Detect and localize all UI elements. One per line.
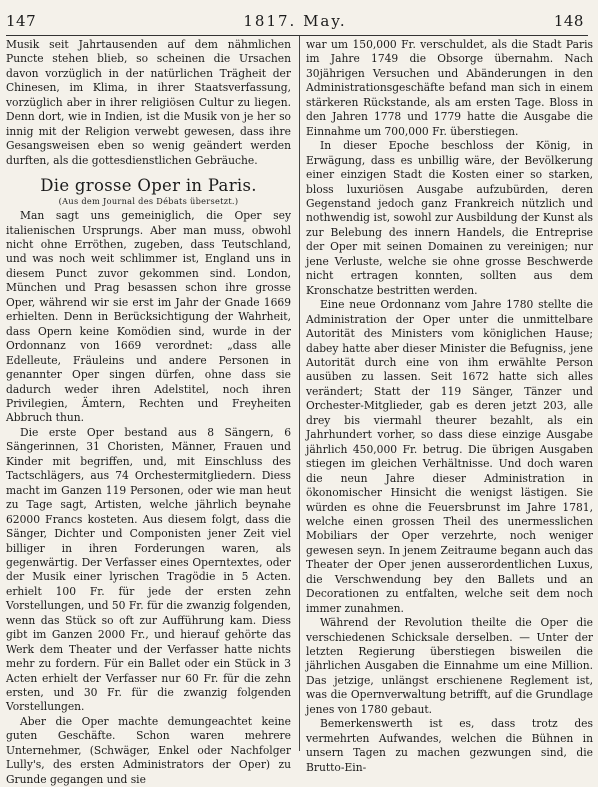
article-paragraph: In dieser Epoche beschloss der König, in Erwägung, dass es unbillig wäre, der Bevölkerung einer einzigen Stadt die Kosten einer so starken, bloss luxuriösen Ausgabe aufzubürden, deren Gegenstand jedoch ganz Frankreich nützlich und nothwendig ist, sowohl zur Ausbildung der Kunst als zur Belebung des innern Handels, die Entreprise der Oper mit seinen Domainen zu vereinigen; nur jene Verluste, welche sie ohne grosse Beschwerde nicht ertragen konnten, sollten aus dem Kronschatze bestritten werden.: [306, 139, 593, 297]
article-paragraph: war um 150,000 Fr. verschuldet, als die Stadt Paris im Jahre 1749 die Obsorge übernahm. Nach 30jährigen Versuchen und Abänderungen in den Administrationsgeschäfte befand man sich in einem stärkeren Rückstande, als am ersten Tage. Bloss in den Jahren 1778 und 1779 hatte die Ausgabe die Einnahme um 700,000 Fr. überstiegen.: [306, 38, 593, 138]
left-column: [6, 38, 291, 787]
article-title: Die grosse Oper in Paris.: [40, 176, 257, 196]
article-paragraph: Die erste Oper bestand aus 8 Sängern, 6 Sängerinnen, 31 Choristen, Männer, Frauen und Kinder mit begriffen, und, mit Einschluss des Tactschlägers, aus 74 Orchestermitgliedern. Diess macht im Ganzen 119 Personen, oder wie man heut zu Tage sagt, Artisten, welche jährlich beynahe 62000 Francs kosteten. Aus diesem folgt, dass die Sänger, Dichter und Componisten jener Zeit viel billiger in ihren Forderungen waren, als gegenwärtig. Der Verfasser eines Operntextes, oder der Musik einer lyrischen Tragödie in 5 Acten. erhielt 100 Fr. für jede der ersten zehn Vorstellungen, und 50 Fr. für die zwanzig folgenden, wenn das Stück so oft zur Aufführung kam. Diess gibt im Ganzen 2000 Fr., und hierauf gehörte das Werk dem Theater und der Verfasser hatte nichts mehr zu fordern. Für ein Ballet oder ein Stück in 3 Acten erhielt der Verfasser nur 60 Fr. für die zehn ersten, und 30 Fr. für die zwanzig folgenden Vorstellungen.: [6, 425, 291, 714]
header-rule: [6, 35, 588, 36]
header-date: 1817. May.: [243, 12, 347, 30]
article-paragraph: Bemerkenswerth ist es, dass trotz des vermehrten Aufwandes, welchen die Bühnen in unsern Tagen zu machen gezwungen sind, die Brutto-Ein-: [306, 717, 593, 774]
article-source: (Aus dem Journal des Débats übersetzt.): [58, 196, 239, 207]
intro-paragraph: Musik seit Jahrtausenden auf dem nähmlichen Puncte stehen blieb, so scheinen die Ursachen davon vorzüglich in der natürlichen Trägheit der Chinesen, im Klima, in ihrer Staatsverfassung, vorzüglich aber in ihrer religiösen Cultur zu liegen. Denn dort, wie in Indien, ist die Musik von je her so innig mit der Religion verwebt gewesen, dass ihre Gesangsweisen eben so wenig geändert werden durften, als die gottesdienstlichen Gebräuche.: [6, 38, 291, 167]
column-divider: [299, 36, 300, 751]
article-paragraph: Eine neue Ordonnanz vom Jahre 1780 stellte die Administration der Oper unter die unmittelbare Autorität des Ministers vom königlichen Hause; dabey hatte aber dieser Minister die Befugniss, jene Autorität durch eine von ihm erwählte Person ausüben zu lassen. Seit 1672 hatte sich alles verändert; Statt der 119 Sänger, Tänzer und Orchester-Mitglieder, gab es deren jetzt 203, alle drey bis viermahl theurer bezahlt, als ein Jahrhundert vorher, so dass diese einzige Ausgabe jährlich 450,000 Fr. betrug. Die übrigen Ausgaben stiegen im gleichen Verhältnisse. Und doch waren die neun Jahre dieser Administration in ökonomischer Hinsicht die wenigst lästigen. Sie würden es ohne die Feuersbrunst im Jahre 1781, welche einen grossen Theil des unermesslichen Mobiliars der Oper verzehrte, noch weniger gewesen seyn. In jenem Zeitraume begann auch das Theater der Oper jenen ausserordentlichen Luxus, die Verschwendung bey den Ballets und an Decorationen zu entfalten, welche seit dem noch immer zunahmen.: [306, 298, 593, 615]
article-paragraph: Während der Revolution theilte die Oper die verschiedenen Schicksale derselben. — Unter der letzten Regierung überstiegen bisweilen die jährlichen Ausgaben die Einnahme um eine Million. Das jetzige, unlängst erschienene Reglement ist, was die Opernverwaltung betrifft, auf die Grundlage jenes von 1780 gebaut.: [306, 616, 593, 716]
article-paragraph: Man sagt uns gemeiniglich, die Oper sey italienischen Ursprungs. Aber man muss, obwohl nicht ohne Erröthen, zugeben, dass Teutschland, und was noch weit schlimmer ist, England uns in diesem Punct zuvor gekommen sind. London, München und Prag besassen schon ihre grosse Oper, während wir sie erst im Jahr der Gnade 1669 erhielten. Denn in Berücksichtigung der Wahrheit, dass Opern keine Komödien sind, wurde in der Ordonnanz von 1669 verordnet: „dass alle Edelleute, Fräuleins und andere Personen in genannter Oper singen dürfen, ohne dass sie dadurch weder ihren Adelstitel, noch ihren Privilegien, Ämtern, Rechten und Freyheiten Abbruch thun.: [6, 209, 291, 425]
running-header: [6, 10, 584, 30]
page-number-left: 147: [6, 12, 37, 30]
article-paragraph: Aber die Oper machte demungeachtet keine guten Geschäfte. Schon waren mehrere Unternehmer, (Schwäger, Enkel oder Nachfolger Lully's, des ersten Administrators der Oper) zu Grunde gegangen und sie: [6, 714, 291, 786]
right-column: [306, 38, 593, 775]
page-number-right: 148: [553, 12, 584, 30]
